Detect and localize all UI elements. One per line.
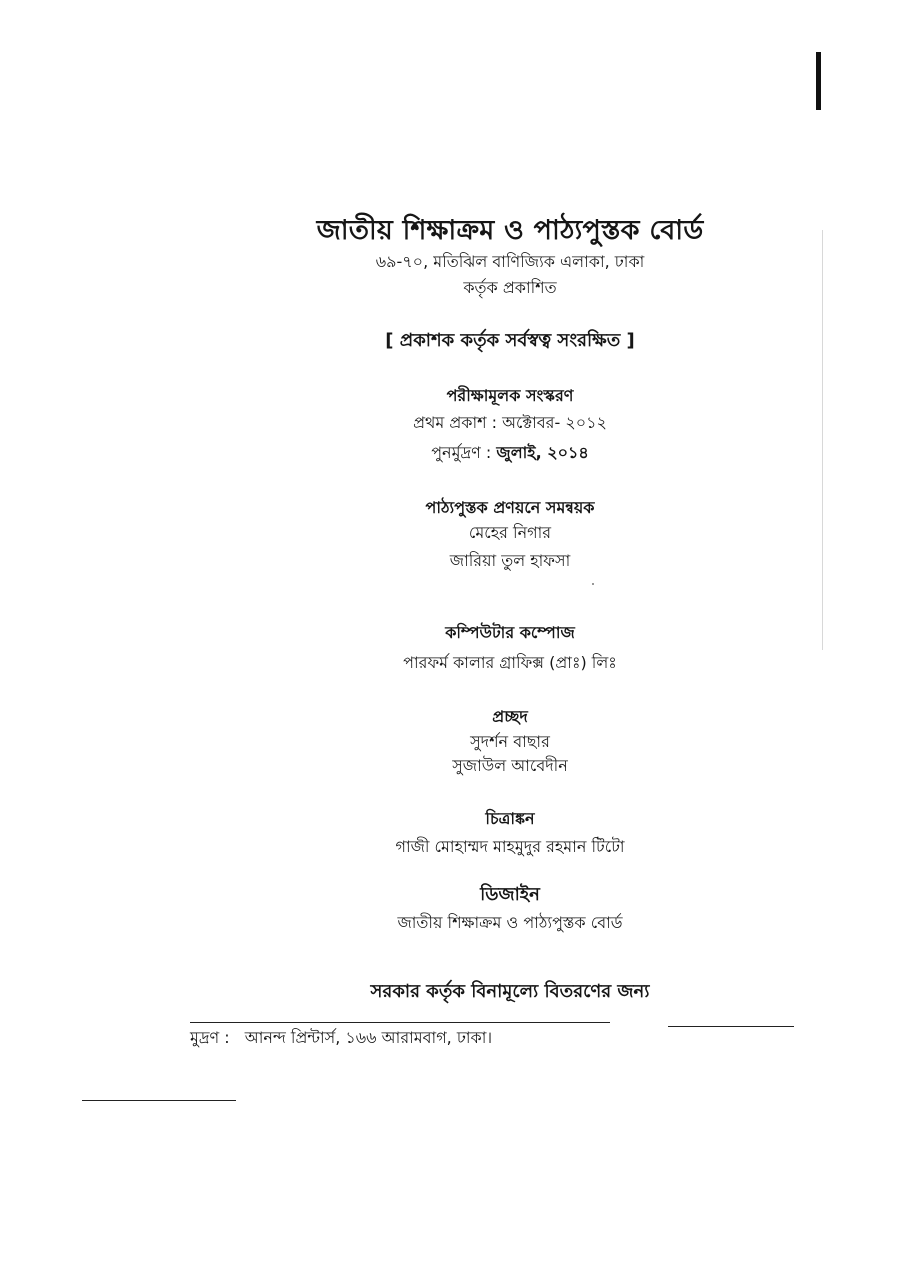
composition-heading: কম্পিউটার কম্পোজ [445,623,575,642]
coordinator-name-1: মেহের নিগার [468,523,552,542]
composition-name: পারফর্ম কালার গ্রাফিক্স (প্রাঃ) লিঃ [403,653,617,672]
scan-edge-mark [816,52,821,110]
first-edition: প্রথম প্রকাশ : অক্টোবর- ২০১২ [413,413,607,432]
coordinator-heading: পাঠ্যপুস্তক প্রণয়নে সমন্বয়ক [425,498,595,517]
printer-line [190,1025,492,1052]
coordinator-name-2: জারিয়া তুল হাফসা [449,551,571,570]
edition-heading: পরীক্ষামূলক সংস্করণ [446,386,574,405]
printer-label: মুদ্রণ : [190,1028,230,1047]
printer-rule-left [190,1022,610,1023]
printer-rule-right [668,1026,794,1027]
design-name: জাতীয় শিক্ষাক্রম ও পাঠ্যপুস্তক বোর্ড [397,913,623,932]
publisher-address: ৬৯-৭০, মতিঝিল বাণিজ্যিক এলাকা, ঢাকা [375,252,645,271]
cover-heading: প্রচ্ছদ [492,707,528,726]
distribution-note: সরকার কর্তৃক বিনামূল্যে বিতরণের জন্য [370,981,650,1002]
illustration-heading: চিত্রাঙ্কন [485,809,535,828]
publisher-name: জাতীয় শিক্ষাক্রম ও পাঠ্যপুস্তক বোর্ড [316,215,704,246]
scan-edge-line [822,230,823,650]
rights-notice: [ প্রকাশক কর্তৃক সর্বস্বত্ব সংরক্ষিত ] [385,330,635,351]
published-by: কর্তৃক প্রকাশিত [463,278,557,297]
illustration-name: গাজী মোহাম্মদ মাহমুদুর রহমান টিটো [395,837,625,856]
reprint-date: জুলাই, ২০১৪ [496,443,589,462]
bottom-rule [82,1100,236,1101]
printer-name: আনন্দ প্রিন্টার্স, ১৬৬ আরামবাগ, ঢাকা। [244,1028,493,1047]
reprint-label: পুনর্মুদ্রণ : [431,443,492,462]
reprint-line [300,440,720,467]
cover-name-1: সুদর্শন বাছার [470,732,550,751]
cover-name-2: সুজাউল আবেদীন [452,756,568,775]
design-heading: ডিজাইন [480,884,540,905]
imprint-block [300,0,720,1000]
